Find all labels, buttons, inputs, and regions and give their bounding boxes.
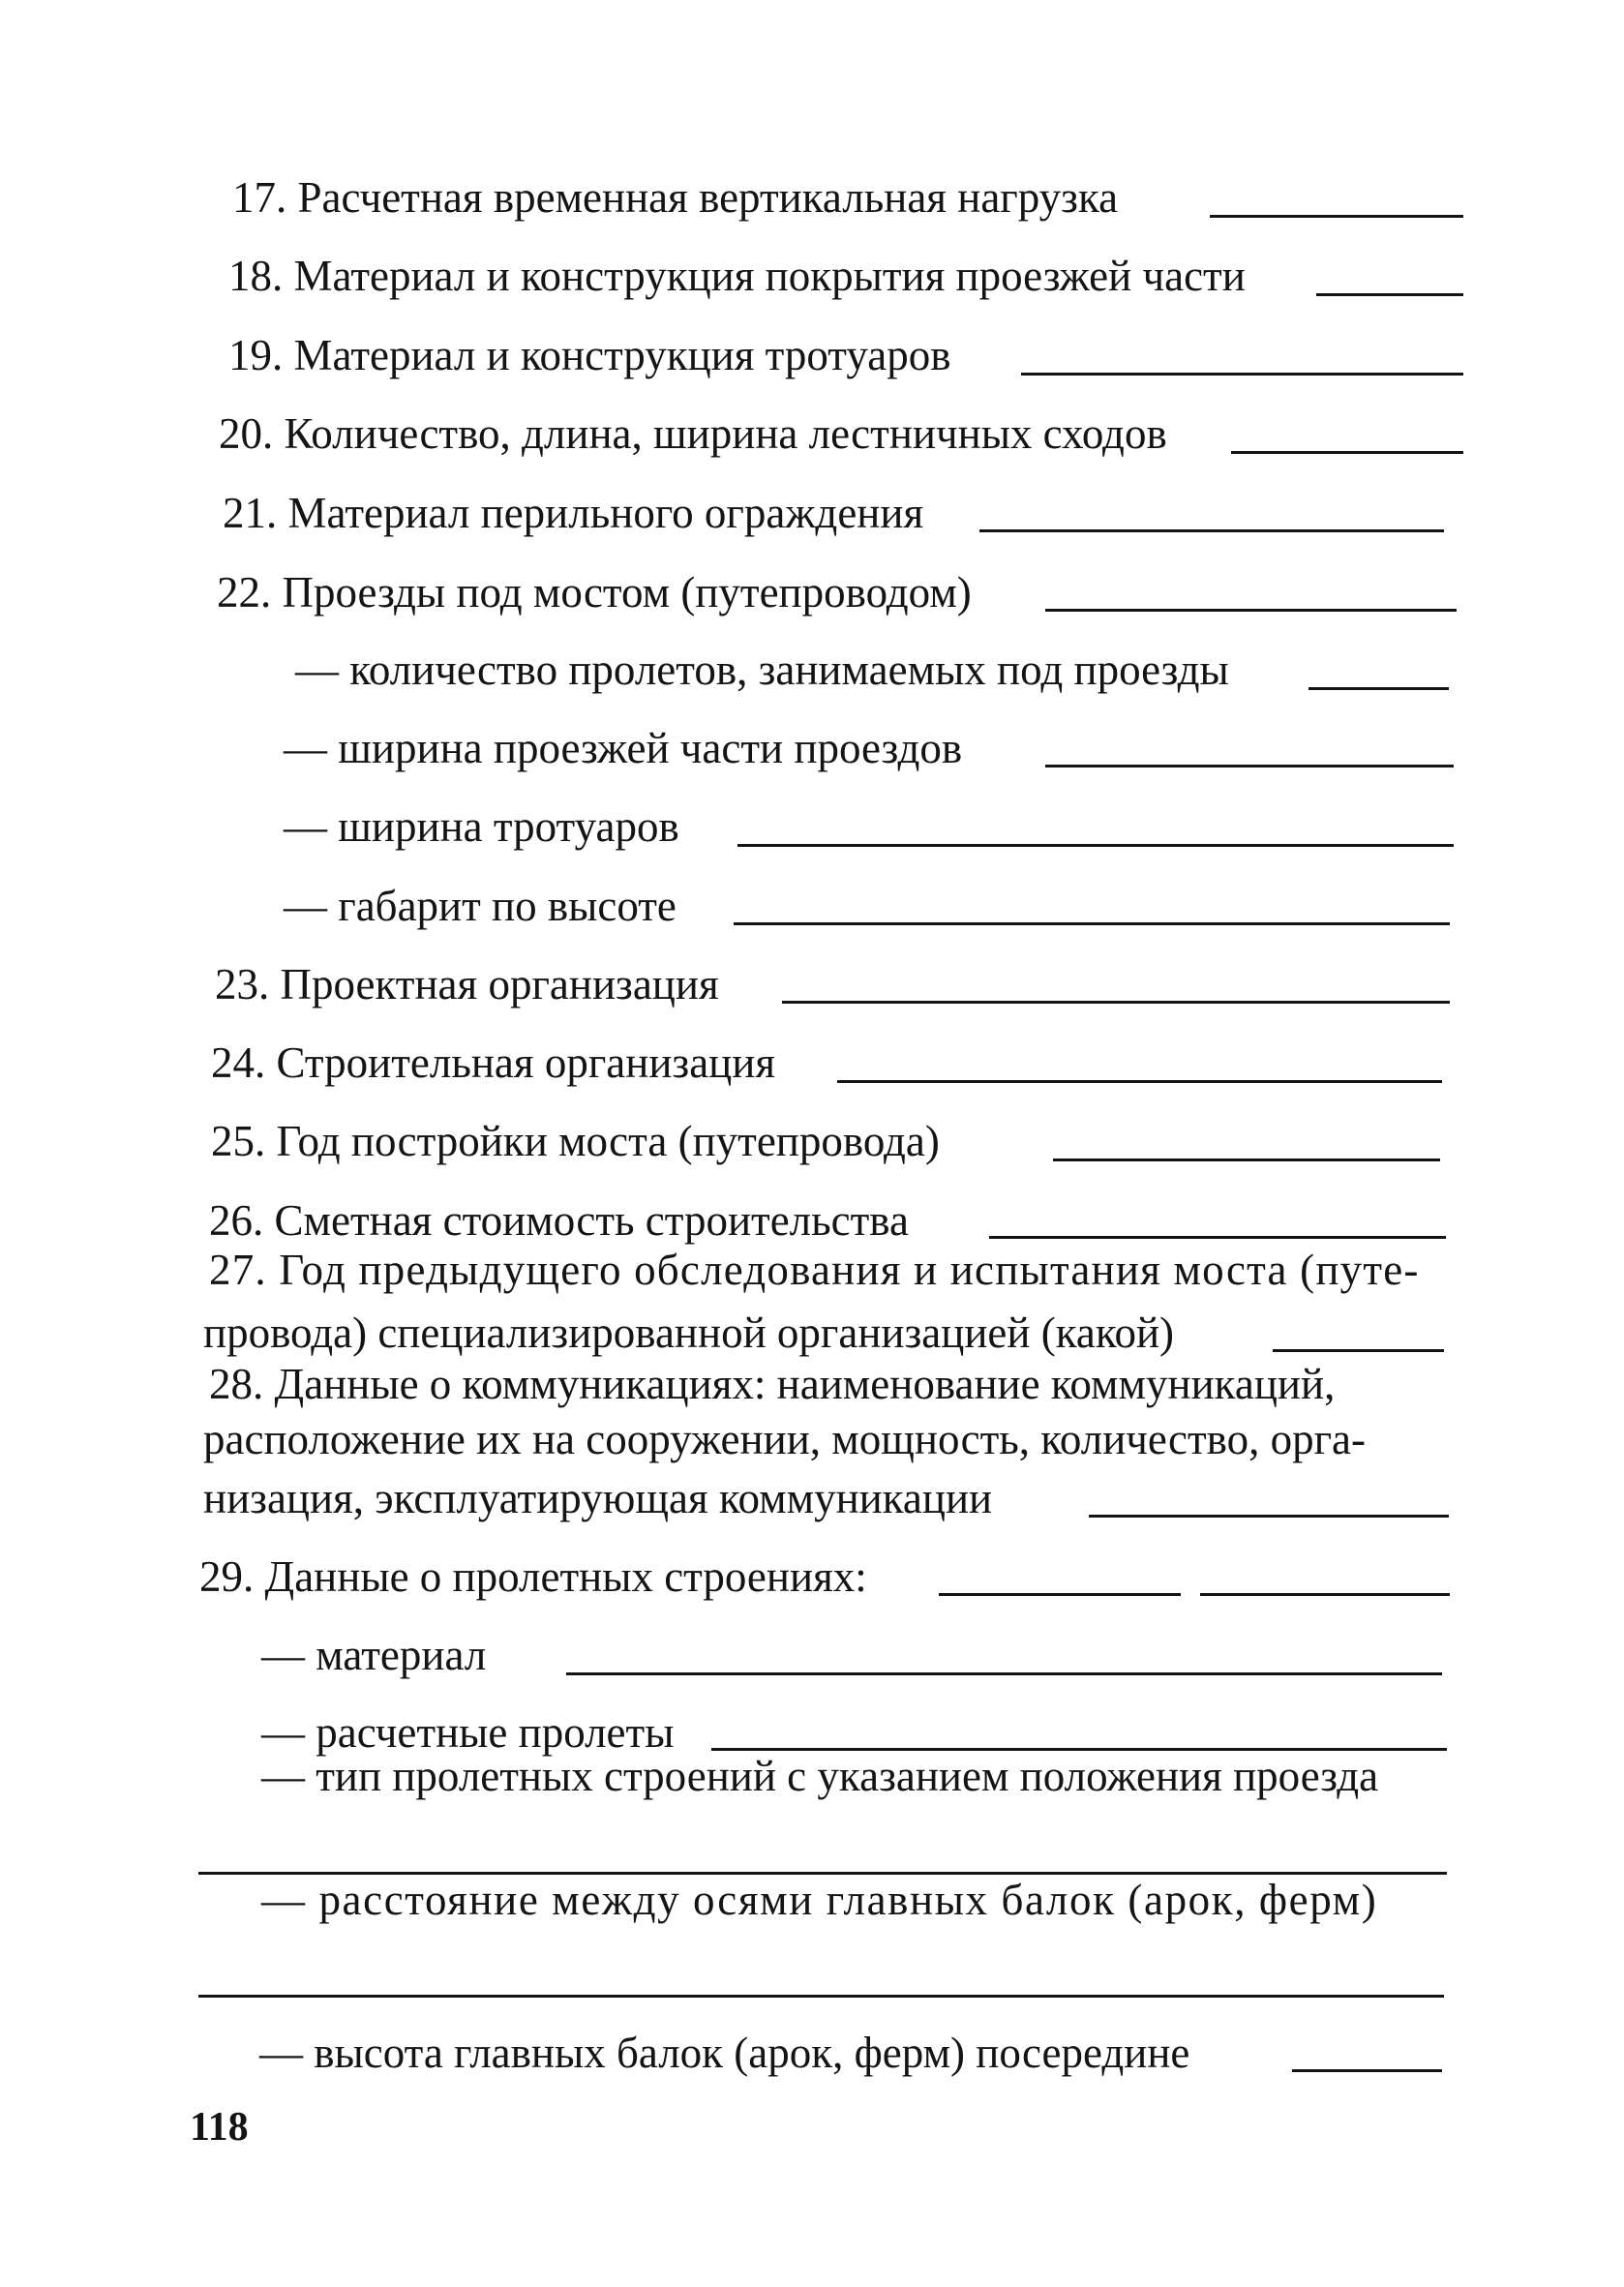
form-subitem-spans-count: — количество пролетов, занимаемых под проезды <box>295 646 1229 694</box>
blank-roadway-width[interactable] <box>1045 765 1454 767</box>
blank-26[interactable] <box>989 1236 1446 1239</box>
blank-28[interactable] <box>1089 1515 1449 1518</box>
form-item-20: 20. Количество, длина, ширина лестничных сходов <box>219 409 1167 458</box>
blank-23[interactable] <box>782 1001 1450 1004</box>
blank-20[interactable] <box>1231 451 1463 454</box>
blank-29a[interactable] <box>939 1593 1181 1596</box>
form-item-24: 24. Строительная организация <box>211 1038 776 1087</box>
blank-25[interactable] <box>1053 1159 1440 1161</box>
blank-18[interactable] <box>1316 293 1463 296</box>
form-subitem-span-type: — тип пролетных строений с указанием положения проезда <box>261 1752 1379 1800</box>
form-subitem-beam-height: — высота главных балок (арок, ферм) посередине <box>259 2029 1190 2077</box>
form-item-22: 22. Проезды под мостом (путепроводом) <box>217 568 972 617</box>
form-item-28-line2: расположение их на сооружении, мощность, количество, орга- <box>203 1415 1367 1463</box>
blank-17[interactable] <box>1210 215 1463 218</box>
blank-spans-count[interactable] <box>1308 687 1449 690</box>
form-subitem-roadway-width: — ширина проезжей части проездов <box>284 724 963 772</box>
blank-29b[interactable] <box>1200 1593 1450 1596</box>
form-item-21: 21. Материал перильного ограждения <box>223 489 924 537</box>
blank-beam-height[interactable] <box>1292 2069 1442 2072</box>
form-subitem-material: — материал <box>261 1631 487 1679</box>
form-subitem-height-clearance: — габарит по высоте <box>284 882 677 930</box>
form-item-28-line1: 28. Данные о коммуникациях: наименование коммуникаций, <box>209 1360 1336 1408</box>
form-item-18: 18. Материал и конструкция покрытия проезжей части <box>228 252 1246 300</box>
blank-sidewalk-width[interactable] <box>737 844 1454 847</box>
form-item-23: 23. Проектная организация <box>215 960 719 1008</box>
blank-27[interactable] <box>1273 1349 1444 1352</box>
form-item-28-line3: низация, эксплуатирующая коммуникации <box>203 1474 993 1522</box>
blank-21[interactable] <box>979 529 1444 532</box>
form-subitem-beam-spacing: — расстояние между осями главных балок (арок, ферм) <box>261 1876 1378 1924</box>
form-subitem-design-spans: — расчетные пролеты <box>261 1708 675 1757</box>
form-item-27-line1: 27. Год предыдущего обследования и испытания моста (путе- <box>209 1246 1420 1294</box>
blank-22[interactable] <box>1045 609 1457 612</box>
form-item-26: 26. Сметная стоимость строительства <box>209 1196 909 1245</box>
blank-beam-spacing[interactable] <box>198 1995 1444 1998</box>
form-item-27-line2: провода) специализированной организацией (какой) <box>203 1309 1175 1357</box>
blank-height-clearance[interactable] <box>734 922 1450 925</box>
blank-19[interactable] <box>1021 373 1463 376</box>
form-item-25: 25. Год постройки моста (путепровода) <box>211 1117 940 1165</box>
page-number: 118 <box>190 2105 249 2150</box>
form-item-19: 19. Материал и конструкция тротуаров <box>228 331 951 379</box>
blank-material[interactable] <box>566 1672 1442 1675</box>
blank-24[interactable] <box>837 1080 1442 1083</box>
form-subitem-sidewalk-width: — ширина тротуаров <box>284 802 679 851</box>
form-item-17: 17. Расчетная временная вертикальная нагрузка <box>232 173 1119 222</box>
form-item-29: 29. Данные о пролетных строениях: <box>199 1552 867 1601</box>
